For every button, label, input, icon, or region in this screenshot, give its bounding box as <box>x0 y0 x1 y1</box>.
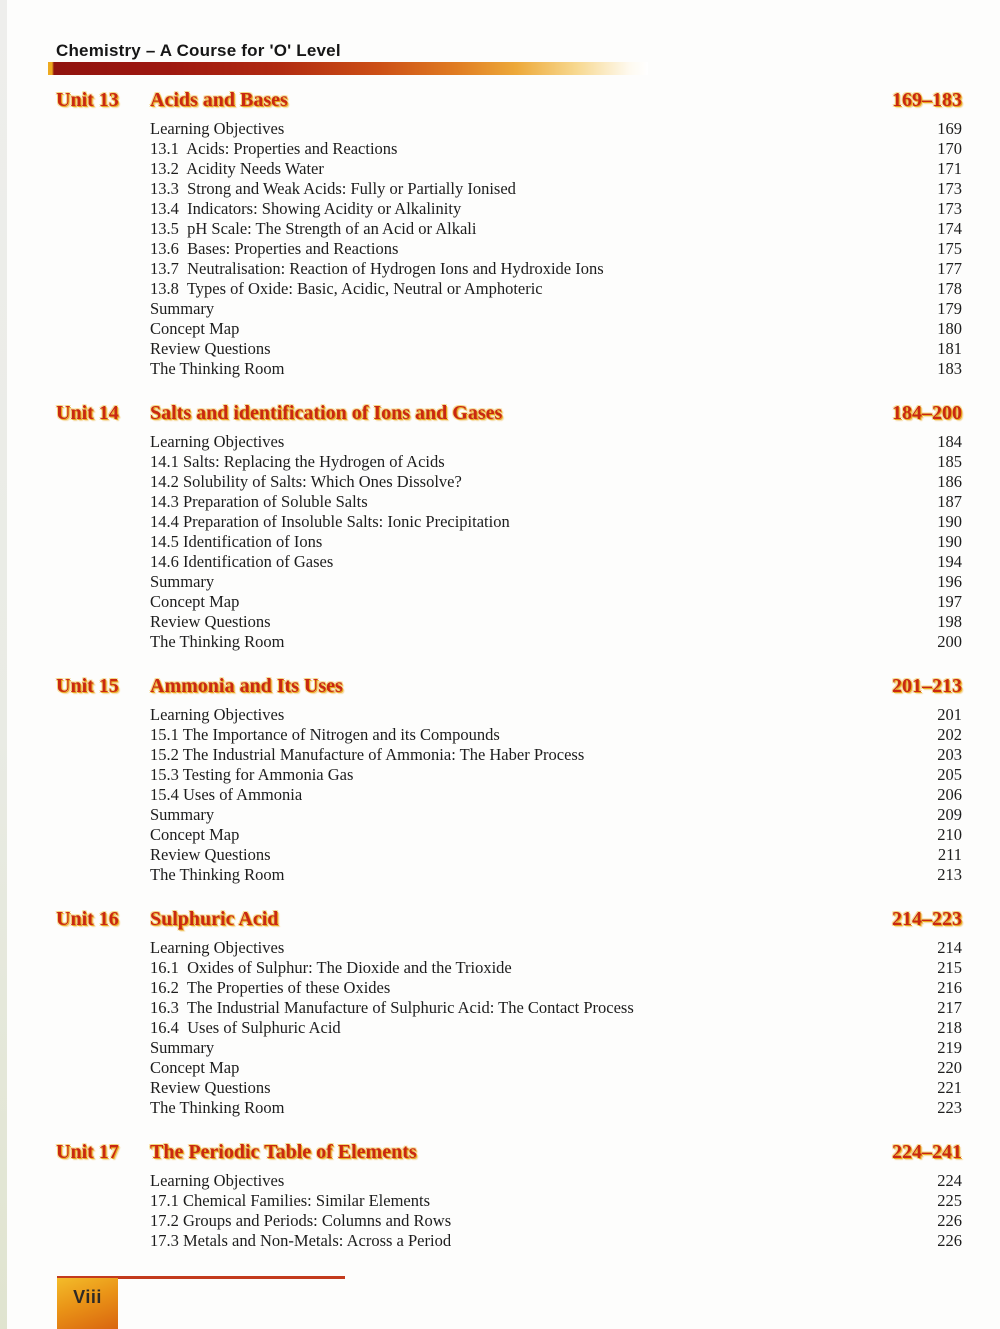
toc-row <box>56 845 962 865</box>
toc-item-page: 209 <box>937 805 962 824</box>
toc-item-page: 219 <box>937 1038 962 1057</box>
toc-item-label: The Thinking Room <box>150 865 285 884</box>
toc-item-page: 202 <box>937 725 962 744</box>
unit-number: Unit 13 <box>56 89 119 111</box>
toc-row <box>56 1038 962 1058</box>
toc-item-label: 13.8 Types of Oxide: Basic, Acidic, Neutral or Amphoteric <box>150 279 543 298</box>
toc-row <box>56 532 962 552</box>
toc-item-page: 180 <box>937 319 962 338</box>
book-header-title: Chemistry – A Course for 'O' Level <box>56 41 341 60</box>
toc-row <box>56 978 962 998</box>
toc-row <box>56 359 962 379</box>
toc-item-label: 13.5 pH Scale: The Strength of an Acid or Alkali <box>150 219 477 238</box>
toc-item-label: 15.1 The Importance of Nitrogen and its Compounds <box>150 725 500 744</box>
toc-row <box>56 825 962 845</box>
toc-item-label: Summary <box>150 572 215 591</box>
toc-item-page: 211 <box>937 845 962 864</box>
toc-item-page: 171 <box>937 159 962 178</box>
toc-item-page: 178 <box>937 279 962 298</box>
toc-row <box>56 592 962 612</box>
toc-item-label: 13.6 Bases: Properties and Reactions <box>150 239 399 258</box>
toc-item-label: Concept Map <box>150 592 240 611</box>
toc-row <box>56 1018 962 1038</box>
unit-number: Unit 17 <box>56 1141 119 1163</box>
toc-item-label: Review Questions <box>150 339 271 358</box>
toc-row <box>56 279 962 299</box>
unit-heading <box>56 88 962 112</box>
toc-row <box>56 299 962 319</box>
toc-item-label: Review Questions <box>150 612 271 631</box>
unit-items <box>56 119 962 379</box>
toc-item-page: 173 <box>937 199 962 218</box>
toc-item-page: 220 <box>937 1058 962 1077</box>
toc-row <box>56 998 962 1018</box>
toc-item-label: 13.3 Strong and Weak Acids: Fully or Partially Ionised <box>150 179 516 198</box>
unit-page-range: 184–200 <box>892 402 962 424</box>
toc-row <box>56 199 962 219</box>
toc-item-page: 218 <box>937 1018 962 1037</box>
toc-item-label: 14.5 Identification of Ions <box>150 532 323 551</box>
toc-row <box>56 179 962 199</box>
unit-number: Unit 14 <box>56 402 119 424</box>
toc-item-label: 14.2 Solubility of Salts: Which Ones Dissolve? <box>150 472 462 491</box>
toc-item-page: 183 <box>937 359 962 378</box>
toc-row <box>56 239 962 259</box>
toc-item-label: 16.1 Oxides of Sulphur: The Dioxide and the Trioxide <box>150 958 512 977</box>
toc-item-label: Summary <box>150 1038 215 1057</box>
toc-row <box>56 1058 962 1078</box>
toc-row <box>56 492 962 512</box>
toc-row <box>56 119 962 139</box>
unit-page-range: 201–213 <box>892 675 962 697</box>
toc-item-label: Learning Objectives <box>150 432 285 451</box>
toc-item-label: 13.7 Neutralisation: Reaction of Hydrogen Ions and Hydroxide Ions <box>150 259 604 278</box>
toc-row <box>56 1211 962 1231</box>
toc-item-label: The Thinking Room <box>150 1098 285 1117</box>
toc-item-label: 15.4 Uses of Ammonia <box>150 785 303 804</box>
toc-item-page: 225 <box>937 1191 962 1210</box>
toc-item-page: 194 <box>937 552 962 571</box>
toc-item-label: Concept Map <box>150 825 240 844</box>
toc-row <box>56 552 962 572</box>
toc-item-label: 14.1 Salts: Replacing the Hydrogen of Acids <box>150 452 445 471</box>
toc-item-page: 181 <box>937 339 962 358</box>
toc-item-page: 190 <box>937 532 962 551</box>
toc-item-label: Learning Objectives <box>150 938 285 957</box>
toc-item-page: 226 <box>937 1211 962 1230</box>
toc-item-page: 197 <box>937 592 962 611</box>
toc-item-label: 17.2 Groups and Periods: Columns and Rows <box>150 1211 452 1230</box>
toc-row <box>56 472 962 492</box>
toc-item-label: 16.3 The Industrial Manufacture of Sulphuric Acid: The Contact Process <box>150 998 634 1017</box>
toc-item-label: 17.1 Chemical Families: Similar Elements <box>150 1191 431 1210</box>
footer-page-box <box>57 1278 118 1329</box>
toc-item-label: 14.6 Identification of Gases <box>150 552 334 571</box>
toc-row <box>56 805 962 825</box>
toc-item-page: 201 <box>937 705 962 724</box>
unit-title: Ammonia and Its Uses <box>150 675 343 697</box>
toc-unit <box>56 401 962 652</box>
toc-row <box>56 785 962 805</box>
toc-row <box>56 259 962 279</box>
toc-item-page: 223 <box>937 1098 962 1117</box>
toc-item-label: 16.2 The Properties of these Oxides <box>150 978 391 997</box>
toc-item-page: 174 <box>937 219 962 238</box>
unit-number: Unit 16 <box>56 908 119 930</box>
toc-item-page: 190 <box>937 512 962 531</box>
unit-page-range: 169–183 <box>892 89 962 111</box>
toc-item-page: 170 <box>937 139 962 158</box>
toc-row <box>56 1231 962 1251</box>
toc-row <box>56 938 962 958</box>
toc-item-label: Learning Objectives <box>150 1171 285 1190</box>
toc-unit <box>56 674 962 885</box>
toc-item-label: Summary <box>150 299 215 318</box>
toc-row <box>56 139 962 159</box>
unit-heading <box>56 674 962 698</box>
unit-heading <box>56 1140 962 1164</box>
toc-row <box>56 765 962 785</box>
toc-row <box>56 1078 962 1098</box>
toc-row <box>56 705 962 725</box>
toc-item-page: 224 <box>937 1171 962 1190</box>
scan-edge <box>0 0 7 1329</box>
toc-item-label: 13.1 Acids: Properties and Reactions <box>150 139 398 158</box>
toc-row <box>56 1098 962 1118</box>
toc-item-page: 185 <box>937 452 962 471</box>
toc-row <box>56 219 962 239</box>
toc-item-label: The Thinking Room <box>150 359 285 378</box>
toc-item-page: 177 <box>937 259 962 278</box>
unit-items <box>56 1171 962 1251</box>
toc-row <box>56 632 962 652</box>
toc-row <box>56 745 962 765</box>
toc-item-page: 221 <box>937 1078 962 1097</box>
toc-item-label: 14.4 Preparation of Insoluble Salts: Ionic Precipitation <box>150 512 510 531</box>
toc-item-page: 210 <box>937 825 962 844</box>
toc-row <box>56 319 962 339</box>
unit-number: Unit 15 <box>56 675 119 697</box>
toc-row <box>56 612 962 632</box>
toc-item-label: 15.3 Testing for Ammonia Gas <box>150 765 354 784</box>
toc-item-page: 200 <box>937 632 962 651</box>
unit-title: Salts and identification of Ions and Gases <box>150 402 503 424</box>
toc-item-label: 13.4 Indicators: Showing Acidity or Alkalinity <box>150 199 462 218</box>
toc-item-page: 215 <box>937 958 962 977</box>
toc-unit <box>56 1140 962 1251</box>
toc-item-page: 186 <box>937 472 962 491</box>
unit-title: Sulphuric Acid <box>150 908 279 930</box>
toc-row <box>56 725 962 745</box>
toc-row <box>56 1171 962 1191</box>
toc-item-page: 184 <box>937 432 962 451</box>
toc-row <box>56 339 962 359</box>
unit-items <box>56 705 962 885</box>
toc-row <box>56 572 962 592</box>
toc-row <box>56 865 962 885</box>
toc-item-page: 206 <box>937 785 962 804</box>
toc-item-page: 173 <box>937 179 962 198</box>
header-gradient-bar <box>48 62 648 75</box>
toc-item-label: 13.2 Acidity Needs Water <box>150 159 324 178</box>
toc-item-label: The Thinking Room <box>150 632 285 651</box>
toc-item-label: Learning Objectives <box>150 119 285 138</box>
unit-heading <box>56 401 962 425</box>
toc-unit <box>56 907 962 1118</box>
toc-row <box>56 432 962 452</box>
toc-item-label: 15.2 The Industrial Manufacture of Ammonia: The Haber Process <box>150 745 585 764</box>
unit-title: The Periodic Table of Elements <box>150 1141 417 1163</box>
toc-row <box>56 1191 962 1211</box>
toc-row <box>56 159 962 179</box>
toc-item-label: 14.3 Preparation of Soluble Salts <box>150 492 368 511</box>
unit-title: Acids and Bases <box>150 89 288 111</box>
toc-row <box>56 958 962 978</box>
toc-item-page: 213 <box>937 865 962 884</box>
toc-item-page: 169 <box>937 119 962 138</box>
toc-item-page: 198 <box>937 612 962 631</box>
toc-item-page: 203 <box>937 745 962 764</box>
unit-items <box>56 432 962 652</box>
footer-page-number: Viii <box>73 1287 102 1307</box>
toc-item-page: 196 <box>937 572 962 591</box>
unit-page-range: 224–241 <box>892 1141 962 1163</box>
toc-item-label: Review Questions <box>150 845 271 864</box>
toc-item-page: 205 <box>937 765 962 784</box>
toc-item-page: 217 <box>937 998 962 1017</box>
toc-item-label: Summary <box>150 805 215 824</box>
table-of-contents <box>56 88 962 1273</box>
toc-item-label: Review Questions <box>150 1078 271 1097</box>
toc-item-label: Concept Map <box>150 319 240 338</box>
unit-page-range: 214–223 <box>892 908 962 930</box>
toc-item-page: 226 <box>937 1231 962 1250</box>
unit-heading <box>56 907 962 931</box>
toc-item-label: 17.3 Metals and Non-Metals: Across a Period <box>150 1231 452 1250</box>
toc-item-page: 187 <box>937 492 962 511</box>
toc-item-label: 16.4 Uses of Sulphuric Acid <box>150 1018 341 1037</box>
toc-item-label: Concept Map <box>150 1058 240 1077</box>
unit-items <box>56 938 962 1118</box>
toc-item-page: 216 <box>937 978 962 997</box>
toc-item-page: 175 <box>937 239 962 258</box>
toc-item-label: Learning Objectives <box>150 705 285 724</box>
toc-item-page: 214 <box>937 938 962 957</box>
toc-unit <box>56 88 962 379</box>
toc-item-page: 179 <box>937 299 962 318</box>
toc-row <box>56 452 962 472</box>
toc-row <box>56 512 962 532</box>
